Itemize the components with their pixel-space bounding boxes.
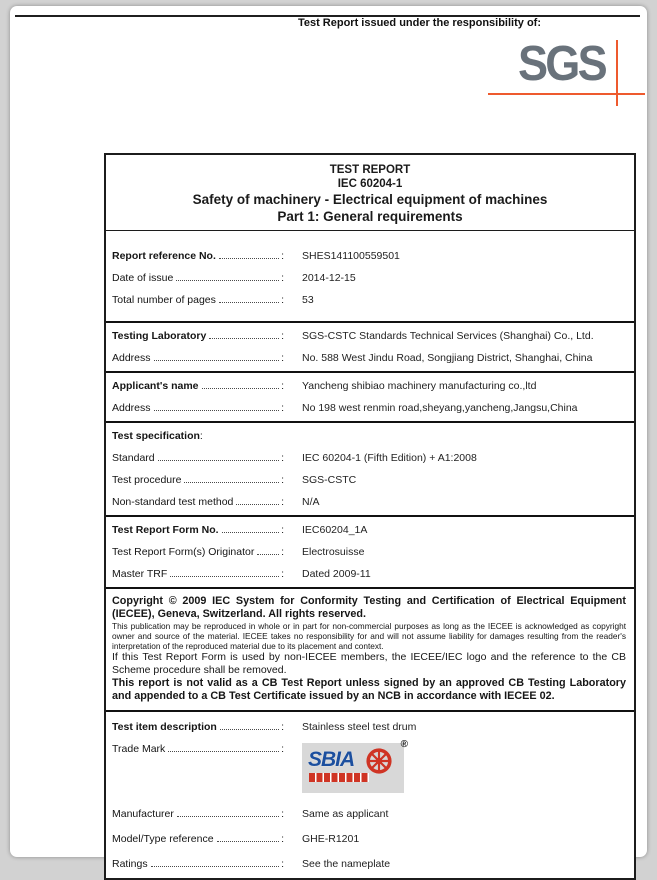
field-label-cell [112,721,284,733]
field-group [106,710,634,878]
field-label-cell [112,272,284,284]
field-value: Electrosuisse [302,546,365,558]
field-colon: : [281,568,284,580]
field-colon: : [281,474,284,486]
field-value: SGS-CSTC Standards Technical Services (Shanghai) Co., Ltd. [302,330,594,342]
report-title-block [106,155,634,231]
report-row [106,375,634,397]
dot-leader [219,302,279,303]
field-label-cell [112,496,284,508]
field-colon: : [281,524,284,536]
field-colon: : [281,452,284,464]
field-value: IEC60204_1A [302,524,368,536]
report-row [106,801,634,826]
report-row [106,851,634,876]
field-label-cell [112,250,284,262]
field-group [106,515,634,587]
field-label: Non-standard test method [112,496,234,508]
field-colon: : [281,380,284,392]
report-table [104,153,636,880]
field-colon: : [281,807,284,820]
report-row [106,469,634,491]
dot-leader [154,360,280,361]
field-label-cell [112,833,284,845]
field-label-cell [112,402,284,414]
field-colon: : [199,430,203,442]
trademark-logo [302,739,408,793]
field-colon: : [281,857,284,870]
trademark-text: SBIA [308,748,355,771]
issued-under-responsibility-text: Test Report issued under the responsibility of: [297,17,541,29]
field-label: Test Report Form No. [112,524,219,536]
field-label-cell [112,330,284,342]
field-label: Model/Type reference [112,832,214,845]
field-value: N/A [302,496,320,508]
document-page [10,6,647,870]
dot-leader [217,841,280,842]
field-label-cell [112,858,284,870]
report-row [106,425,634,447]
dot-leader [220,729,279,730]
field-label-cell [112,546,284,558]
wheel-icon [366,748,392,774]
field-label: Trade Mark [112,743,166,755]
dot-leader [222,532,280,533]
logo-crosshair-vertical [616,40,618,106]
field-value: No. 588 West Jindu Road, Songjiang District, Shanghai, China [302,352,593,364]
dot-leader [151,866,279,867]
report-row [106,245,634,267]
field-label: Applicant's name [112,380,199,392]
field-label: Date of issue [112,272,174,284]
dot-leader [176,280,279,281]
report-body [106,231,634,878]
field-colon: : [281,832,284,845]
trademark-strip [309,773,369,782]
field-colon: : [281,272,284,284]
field-value: SGS-CSTC [302,474,357,486]
field-label: Master TRF [112,568,168,580]
field-label: Testing Laboratory [112,330,207,342]
field-label-cell [112,294,284,306]
field-colon: : [281,720,284,733]
field-label-cell [112,380,284,392]
field-label: Test Report Form(s) Originator [112,546,255,558]
report-row [106,739,634,801]
report-row [106,267,634,289]
field-label-cell [112,524,284,536]
field-label-cell [112,808,284,820]
dot-leader [170,576,279,577]
title-line: IEC 60204-1 [337,178,403,190]
field-group [106,421,634,515]
report-row [106,447,634,469]
field-label-cell [112,568,284,580]
registered-mark-icon: ® [400,739,408,750]
field-label: Report reference No. [112,250,216,262]
report-row [106,491,634,513]
dot-leader [184,482,279,483]
title-line: Safety of machinery - Electrical equipment of machines [192,192,548,207]
copyright-block [106,587,634,710]
field-value: Stainless steel test drum [302,720,417,733]
field-colon: : [281,250,284,262]
field-colon: : [281,402,284,414]
report-row [106,563,634,585]
field-label: Address [112,402,151,414]
title-line: Part 1: General requirements [277,209,463,224]
dot-leader [177,816,279,817]
field-colon: : [281,352,284,364]
copyright-paragraph: Copyright © 2009 IEC System for Conformity Testing and Certification of Electrical Equipment (IECEE), Geneva, Switzerland. All rights reserved. [112,595,626,620]
report-row [106,397,634,419]
report-row [106,714,634,739]
dot-leader [257,554,279,555]
dot-leader [219,258,279,259]
report-row [106,519,634,541]
sgs-logo: SGS [518,37,605,91]
field-value: 2014-12-15 [302,272,356,284]
field-label: Test procedure [112,474,182,486]
field-label: Test item description [112,720,217,733]
report-row [106,325,634,347]
copyright-paragraph: This report is not valid as a CB Test Report unless signed by an approved CB Testing Laboratory and appended to a CB Test Certificate issued by an NCB in accordance with IECEE 02. [112,677,626,702]
field-colon: : [281,546,284,558]
field-colon: : [281,743,284,755]
field-label-cell [112,743,284,755]
field-group [106,321,634,371]
dot-leader [236,504,279,505]
dot-leader [202,388,280,389]
field-label: Ratings [112,857,148,870]
field-value: Dated 2009-11 [302,568,371,580]
copyright-paragraph: This publication may be reproduced in whole or in part for non-commercial purposes as long as the IECEE is acknowledged as copyright owner and source of the material. IECEE takes no responsibility for and will not assume liability for damages resulting from the reader's interpretation of the reproduced material due to its placement and context. [112,621,626,651]
copyright-paragraph: If this Test Report Form is used by non-IECEE members, the IECEE/IEC logo and the reference to the CB Scheme procedure shall be removed. [112,651,626,676]
field-colon: : [281,496,284,508]
dot-leader [168,751,279,752]
field-value: SHES141100559501 [302,250,400,262]
field-value: See the nameplate [302,857,391,870]
field-value: GHE-R1201 [302,832,360,845]
field-label-cell [112,452,284,464]
field-group [106,231,634,321]
field-value: IEC 60204-1 (Fifth Edition) + A1:2008 [302,452,477,464]
dot-leader [209,338,279,339]
field-label: Total number of pages [112,294,216,306]
field-label: Standard [112,452,155,464]
title-line: TEST REPORT [329,164,411,176]
logo-crosshair-horizontal [488,93,645,95]
dot-leader [158,460,279,461]
field-label: Manufacturer [112,807,174,820]
report-row [106,541,634,563]
field-label-cell [112,430,203,442]
field-colon: : [281,294,284,306]
dot-leader [154,410,280,411]
field-colon: : [281,330,284,342]
field-label: Test specification [112,430,200,442]
field-value: Yancheng shibiao machinery manufacturing co.,ltd [302,380,537,392]
report-row [106,347,634,369]
field-label-cell [112,474,284,486]
report-row [106,826,634,851]
field-group [106,371,634,421]
field-label: Address [112,352,151,364]
report-row [106,289,634,311]
field-value: Same as applicant [302,807,389,820]
field-value: 53 [302,294,314,306]
field-value: No 198 west renmin road,sheyang,yancheng,Jangsu,China [302,402,578,414]
field-label-cell [112,352,284,364]
